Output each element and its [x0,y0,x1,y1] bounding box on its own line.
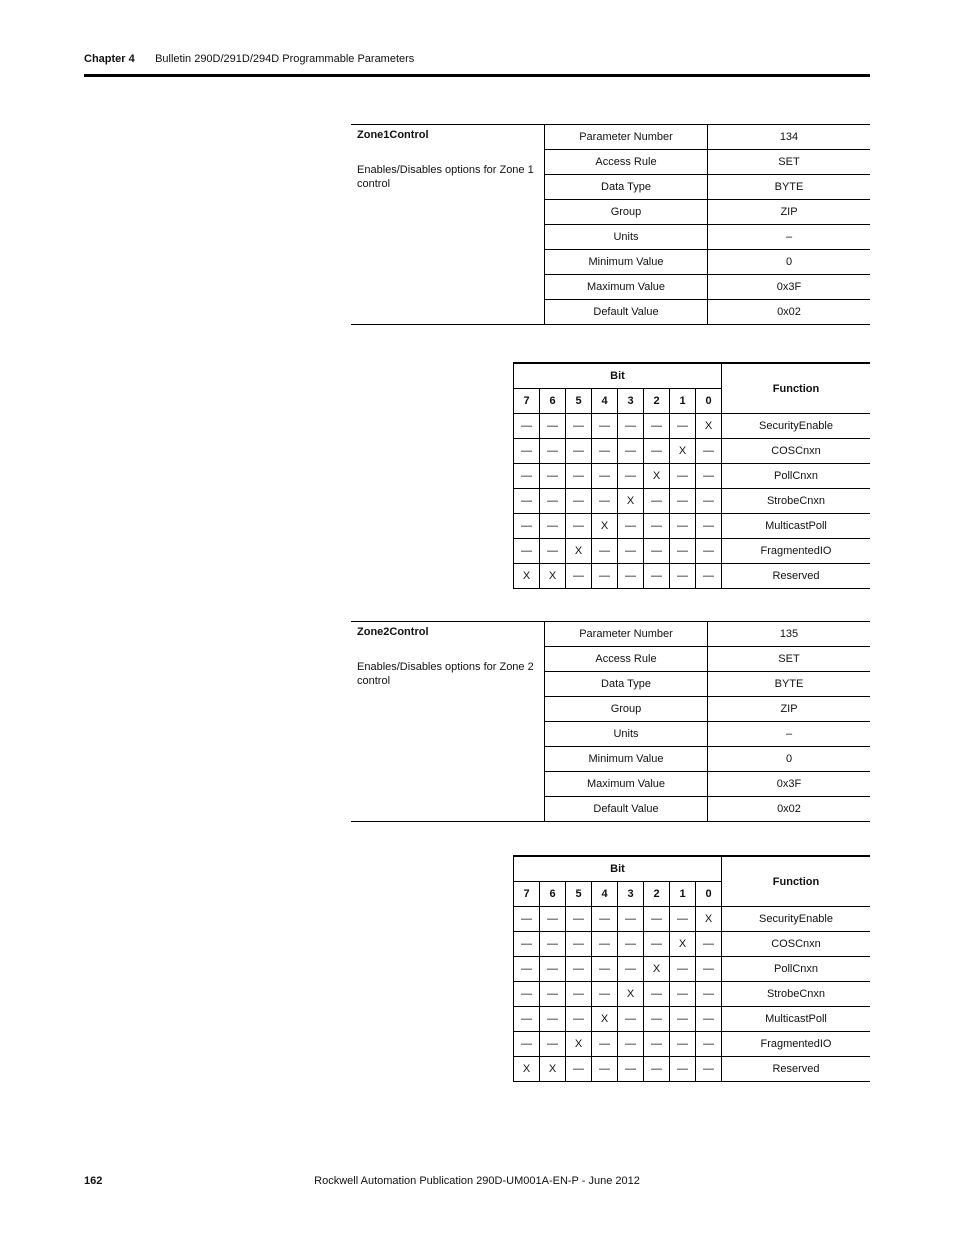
bit-cell: — [696,489,722,514]
header-rule [84,74,870,77]
bit-cell: — [696,932,722,957]
param-value: 0 [708,250,871,275]
function-name: COSCnxn [722,932,871,957]
param-name: Zone1Control [357,129,429,141]
param-value: 0x02 [708,797,871,822]
bit-number: 5 [566,389,592,414]
bit-cell: X [696,907,722,932]
bit-cell: — [592,439,618,464]
bit-number: 1 [670,882,696,907]
bit-cell: X [618,982,644,1007]
function-name: MulticastPoll [722,1007,871,1032]
bit-cell: — [514,957,540,982]
bit-row [514,564,871,589]
param-value: 135 [708,622,871,647]
bit-number: 1 [670,389,696,414]
bit-cell: — [566,414,592,439]
bit-cell: — [540,957,566,982]
bit-cell: — [618,564,644,589]
param-label: Minimum Value [545,250,708,275]
bit-number: 3 [618,389,644,414]
param-value: 134 [708,125,871,150]
bit-cell: — [566,932,592,957]
bit-cell: — [540,982,566,1007]
bit-cell: X [566,539,592,564]
param-description-cell [351,622,545,822]
function-name: COSCnxn [722,439,871,464]
bit-cell: — [696,982,722,1007]
bit-cell: — [670,982,696,1007]
bit-cell: X [566,1032,592,1057]
bit-cell: — [696,464,722,489]
bit-cell: — [540,932,566,957]
bit-cell: — [644,907,670,932]
param-table-zone2 [351,621,870,822]
bit-cell: — [514,464,540,489]
bit-table-zone1 [513,362,870,589]
param-description: Enables/Disables options for Zone 2 control [357,661,534,687]
bit-cell: — [618,907,644,932]
bit-cell: — [514,1032,540,1057]
bit-cell: — [670,564,696,589]
bit-cell: X [514,1057,540,1082]
header-title: Bulletin 290D/291D/294D Programmable Parameters [155,53,415,65]
bit-cell: — [644,514,670,539]
bit-cell: — [644,414,670,439]
chapter-label: Chapter 4 [84,53,135,65]
bit-cell: — [696,539,722,564]
param-row [351,125,870,150]
bit-cell: — [540,489,566,514]
publication-text: Rockwell Automation Publication 290D-UM001A-EN-P - June 2012 [314,1175,640,1187]
param-value: – [708,225,871,250]
bit-cell: — [592,464,618,489]
bit-cell: — [618,1007,644,1032]
bit-row [514,982,871,1007]
bit-cell: — [670,957,696,982]
bit-cell: — [514,982,540,1007]
bit-cell: — [566,982,592,1007]
bit-cell: — [566,907,592,932]
param-label: Data Type [545,672,708,697]
bit-cell: X [592,514,618,539]
bit-header-row [514,856,871,882]
bit-cell: — [618,1032,644,1057]
param-label: Units [545,722,708,747]
bit-cell: X [670,439,696,464]
param-label: Parameter Number [545,622,708,647]
function-name: StrobeCnxn [722,489,871,514]
bit-cell: — [540,1007,566,1032]
bit-cell: — [592,1057,618,1082]
bit-cell: — [592,489,618,514]
bit-cell: — [696,439,722,464]
function-name: FragmentedIO [722,1032,871,1057]
function-header: Function [722,856,871,907]
bit-cell: — [566,1007,592,1032]
bit-cell: — [540,464,566,489]
param-value: BYTE [708,672,871,697]
function-name: PollCnxn [722,957,871,982]
bit-cell: — [566,957,592,982]
bit-cell: X [644,957,670,982]
bit-cell: — [566,489,592,514]
bit-row [514,907,871,932]
bit-cell: — [566,439,592,464]
bit-cell: — [670,907,696,932]
bit-cell: — [696,564,722,589]
bit-number: 4 [592,882,618,907]
bit-cell: — [592,907,618,932]
bit-cell: — [618,414,644,439]
bit-number: 7 [514,389,540,414]
bit-header: Bit [514,856,722,882]
bit-cell: — [566,564,592,589]
function-header: Function [722,363,871,414]
bit-cell: — [670,1032,696,1057]
bit-cell: — [696,1007,722,1032]
param-name: Zone2Control [357,626,429,638]
param-value: SET [708,150,871,175]
bit-cell: — [514,932,540,957]
bit-number: 6 [540,882,566,907]
param-value: SET [708,647,871,672]
bit-cell: X [696,414,722,439]
param-value: – [708,722,871,747]
page-header [84,53,414,65]
bit-row [514,489,871,514]
bit-cell: — [540,414,566,439]
bit-cell: — [670,514,696,539]
param-value: 0 [708,747,871,772]
bit-row [514,414,871,439]
function-name: StrobeCnxn [722,982,871,1007]
bit-cell: — [514,1007,540,1032]
bit-cell: — [696,1057,722,1082]
bit-cell: — [618,932,644,957]
param-label: Default Value [545,797,708,822]
param-table-zone1 [351,124,870,325]
bit-number: 5 [566,882,592,907]
param-description-cell [351,125,545,325]
bit-row [514,932,871,957]
bit-cell: — [514,439,540,464]
bit-header-row [514,363,871,389]
param-value: ZIP [708,200,871,225]
publication-footer [0,1175,954,1187]
bit-number: 2 [644,389,670,414]
bit-cell: — [514,414,540,439]
param-label: Access Rule [545,647,708,672]
bit-cell: — [696,957,722,982]
bit-cell: — [618,539,644,564]
function-name: MulticastPoll [722,514,871,539]
bit-cell: — [670,1057,696,1082]
function-name: Reserved [722,564,871,589]
bit-cell: — [644,1007,670,1032]
bit-cell: — [618,1057,644,1082]
bit-cell: — [618,439,644,464]
bit-number: 0 [696,389,722,414]
bit-cell: — [618,957,644,982]
bit-table-zone2 [513,855,870,1082]
bit-cell: — [644,489,670,514]
param-label: Default Value [545,300,708,325]
param-label: Group [545,200,708,225]
bit-cell: — [644,982,670,1007]
param-label: Units [545,225,708,250]
bit-cell: — [696,1032,722,1057]
param-label: Parameter Number [545,125,708,150]
bit-cell: X [644,464,670,489]
param-label: Maximum Value [545,275,708,300]
bit-row [514,957,871,982]
bit-cell: — [670,1007,696,1032]
bit-cell: — [670,539,696,564]
bit-cell: — [540,1032,566,1057]
bit-cell: — [592,982,618,1007]
bit-number: 6 [540,389,566,414]
bit-cell: X [670,932,696,957]
bit-cell: — [514,539,540,564]
bit-cell: — [592,1032,618,1057]
function-name: PollCnxn [722,464,871,489]
bit-header: Bit [514,363,722,389]
bit-row [514,464,871,489]
bit-row [514,1032,871,1057]
function-name: SecurityEnable [722,414,871,439]
bit-cell: — [566,514,592,539]
function-name: FragmentedIO [722,539,871,564]
bit-cell: — [644,1057,670,1082]
bit-number: 2 [644,882,670,907]
param-value: BYTE [708,175,871,200]
bit-cell: — [540,514,566,539]
bit-cell: — [592,564,618,589]
bit-cell: — [592,957,618,982]
param-value: 0x3F [708,772,871,797]
param-label: Access Rule [545,150,708,175]
bit-row [514,439,871,464]
page-number: 162 [84,1175,103,1187]
bit-row [514,1007,871,1032]
bit-cell: — [644,539,670,564]
bit-cell: — [644,932,670,957]
bit-cell: — [592,414,618,439]
bit-cell: X [540,564,566,589]
bit-cell: — [540,439,566,464]
param-label: Minimum Value [545,747,708,772]
bit-cell: — [566,464,592,489]
bit-cell: X [540,1057,566,1082]
bit-cell: X [592,1007,618,1032]
bit-cell: — [670,414,696,439]
bit-number: 0 [696,882,722,907]
bit-cell: — [592,539,618,564]
param-label: Group [545,697,708,722]
bit-cell: — [644,1032,670,1057]
param-label: Maximum Value [545,772,708,797]
bit-cell: X [618,489,644,514]
bit-cell: — [644,564,670,589]
bit-cell: — [540,539,566,564]
bit-cell: — [514,489,540,514]
param-value: 0x3F [708,275,871,300]
bit-cell: — [618,464,644,489]
bit-cell: — [644,439,670,464]
param-value: 0x02 [708,300,871,325]
bit-cell: — [514,514,540,539]
bit-cell: — [670,489,696,514]
param-value: ZIP [708,697,871,722]
bit-cell: — [514,907,540,932]
bit-row [514,539,871,564]
bit-row [514,1057,871,1082]
bit-cell: — [566,1057,592,1082]
param-description: Enables/Disables options for Zone 1 control [357,164,534,190]
param-row [351,622,870,647]
function-name: SecurityEnable [722,907,871,932]
bit-row [514,514,871,539]
param-label: Data Type [545,175,708,200]
bit-cell: X [514,564,540,589]
bit-cell: — [670,464,696,489]
bit-number: 7 [514,882,540,907]
bit-cell: — [592,932,618,957]
function-name: Reserved [722,1057,871,1082]
bit-number: 4 [592,389,618,414]
bit-cell: — [618,514,644,539]
bit-cell: — [696,514,722,539]
bit-cell: — [540,907,566,932]
bit-number: 3 [618,882,644,907]
